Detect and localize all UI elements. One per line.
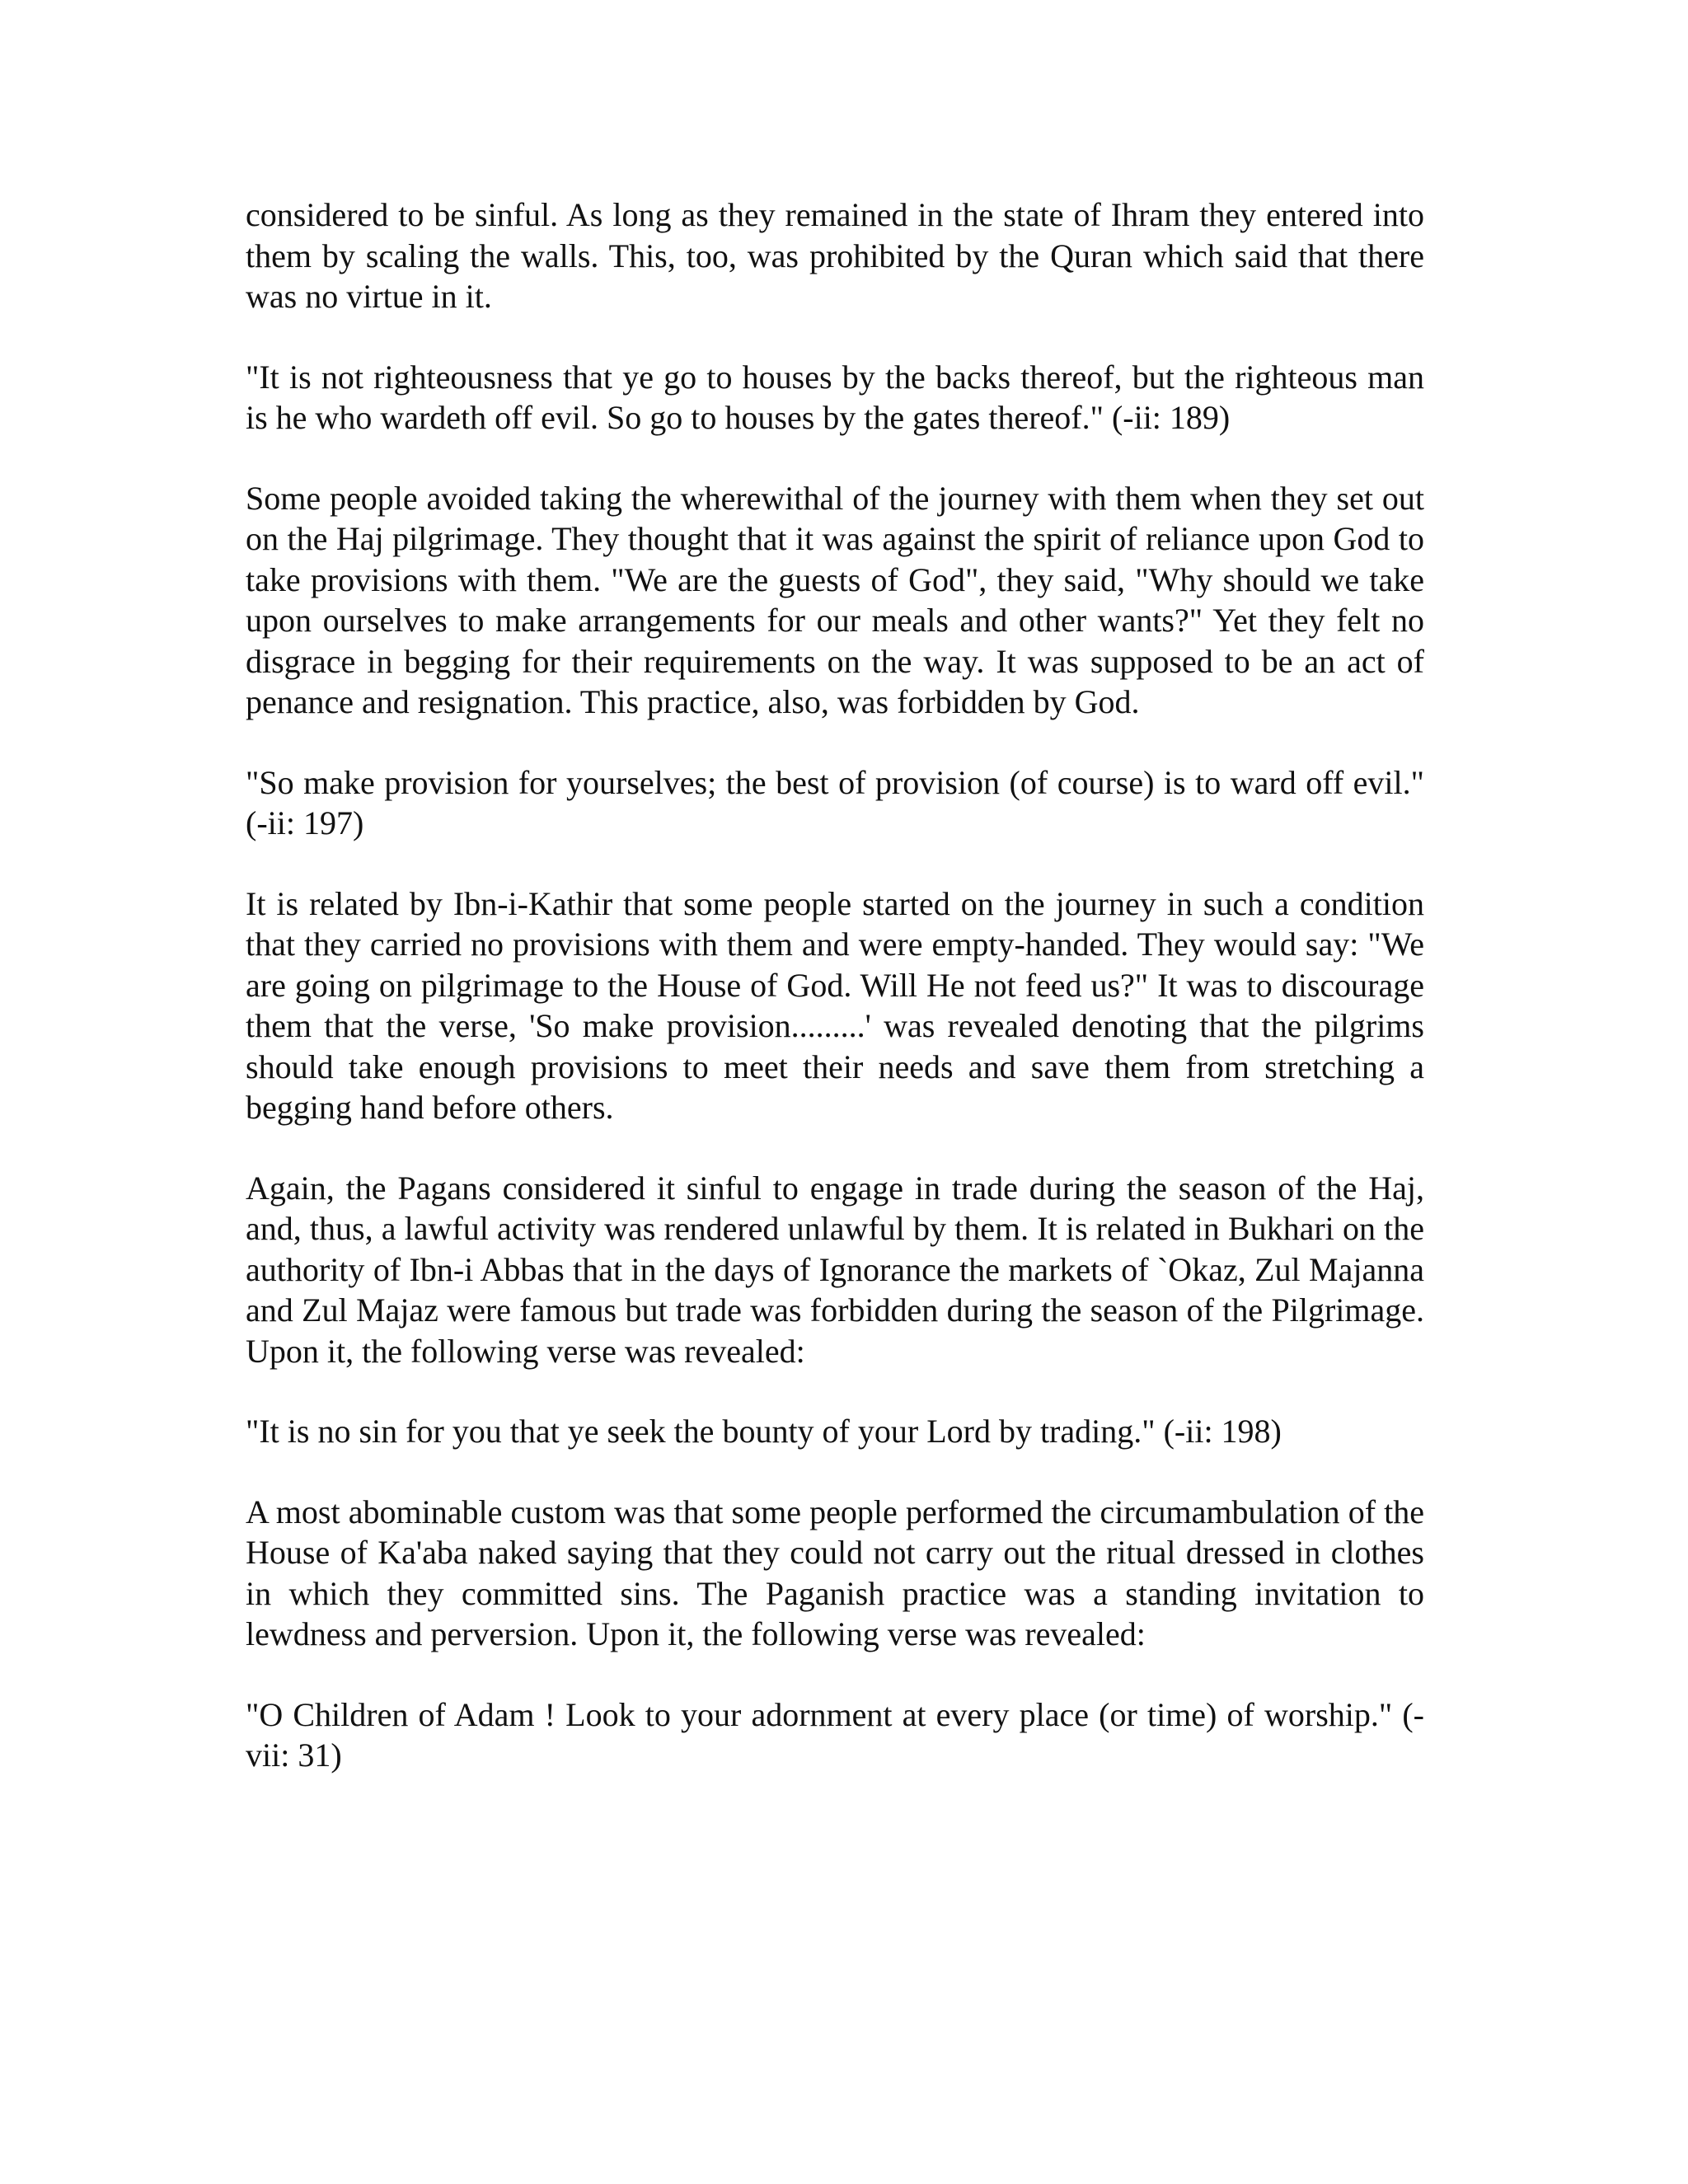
verse-quote-ii-198: "It is no sin for you that ye seek the bounty of your Lord by trading." (-ii: 198) — [246, 1413, 1282, 1450]
verse-quote-ii-189: "It is not righteousness that ye go to houses by the backs thereof, but the righteous man is he who wardeth off evil. So go to houses by the gates thereof." (-ii: 189) — [246, 358, 1424, 436]
paragraph-ibn-kathir: It is related by Ibn-i-Kathir that some people started on the journey in such a condition that they carried no provisions with them and were empty-handed. They would say: "We are going on pilgrimage to the House of God. Will He not feed us?" It was to discourage them that the verse, 'So make provision.........' was revealed denoting that the pilgrims should take enough provisions to meet their needs and save them from stretching a begging hand before others. — [246, 884, 1424, 1126]
paragraph-provisions: Some people avoided taking the wherewithal of the journey with them when they set out on the Haj pilgrimage. They thought that it was against the spirit of reliance upon God to take provisions with them. "We are the guests of God", they said, "Why should we take upon ourselves to make arrangements for our meals and other wants?" Yet they felt no disgrace in begging for their requirements on the way. It was supposed to be an act of penance and resignation. This practice, also, was forbidden by God. — [246, 479, 1424, 720]
paragraph-ihram-walls: considered to be sinful. As long as they remained in the state of Ihram they entered into them by scaling the walls. This, too, was prohibited by the Quran which said that there was no virtue in it. — [246, 196, 1424, 315]
paragraph-circumambulation: A most abominable custom was that some people performed the circumambulation of the House of Ka'aba naked saying that they could not carry out the ritual dressed in clothes in which they committed sins. The Paganish practice was a standing invitation to lewdness and perversion. Upon it, the following verse was revealed: — [246, 1493, 1424, 1652]
paragraph-trade: Again, the Pagans considered it sinful to engage in trade during the season of the Haj, and, thus, a lawful activity was rendered unlawful by them. It is related in Bukhari on the authority of Ibn-i Abbas that in the days of Ignorance the markets of `Okaz, Zul Majanna and Zul Majaz were famous but trade was forbidden during the season of the Pilgrimage. Upon it, the following verse was revealed: — [246, 1169, 1424, 1370]
document-page — [246, 194, 1424, 1776]
verse-quote-ii-197: "So make provision for yourselves; the best of provision (of course) is to ward off evil." (-ii: 197) — [246, 763, 1424, 841]
verse-quote-vii-31: "O Children of Adam ! Look to your adornment at every place (or time) of worship." (-vii: 31) — [246, 1695, 1424, 1774]
